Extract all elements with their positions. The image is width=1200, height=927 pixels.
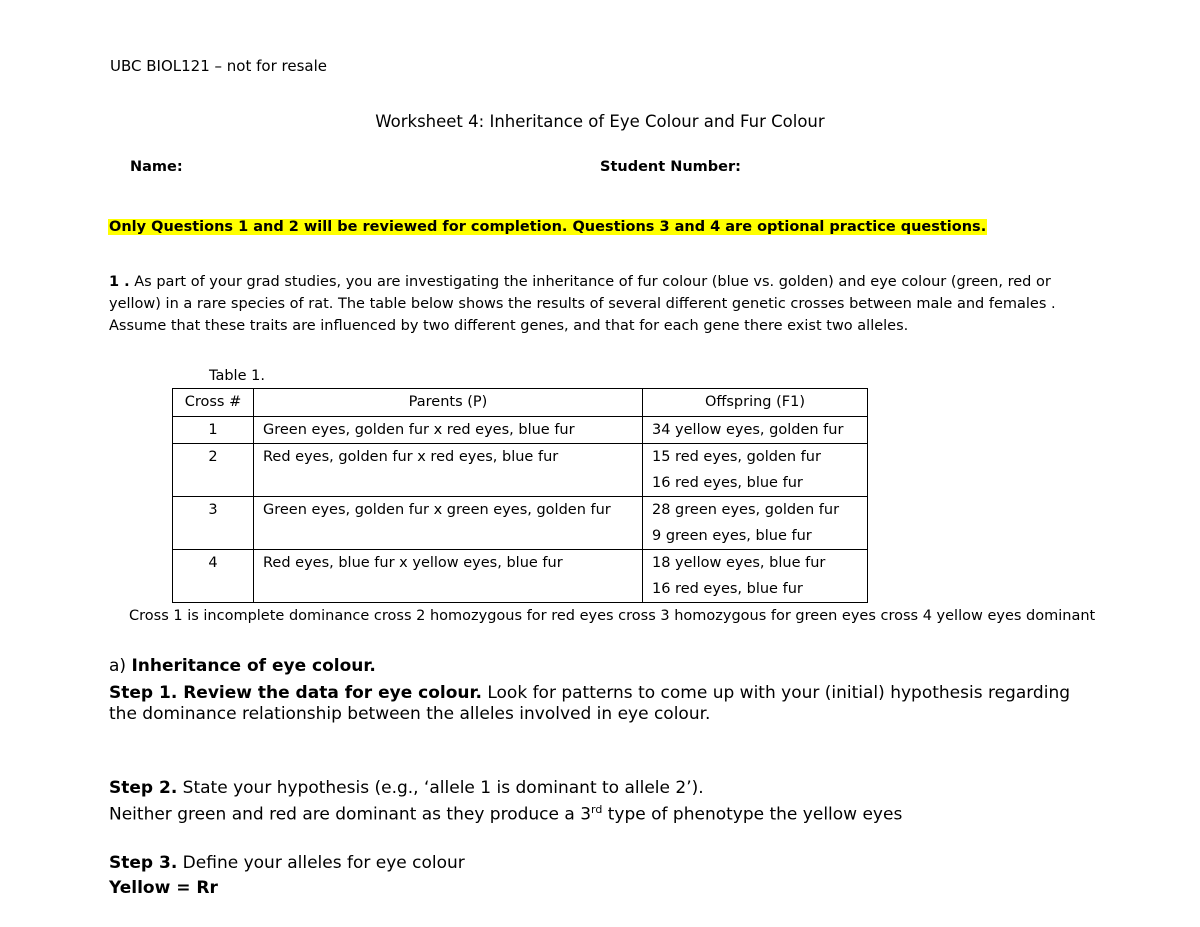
section-a-title: Inheritance of eye colour. xyxy=(131,656,376,676)
step-1 xyxy=(109,683,1089,725)
step-3-text: Define your alleles for eye colour xyxy=(177,853,465,873)
name-label: Name: xyxy=(130,159,183,175)
section-a-heading xyxy=(109,656,376,676)
step-3-answer: Yellow = Rr xyxy=(109,878,218,898)
offspring-line: 9 green eyes, blue fur xyxy=(652,528,812,544)
cross-number: 2 xyxy=(173,444,254,497)
cross-number: 1 xyxy=(173,417,254,444)
header-parents: Parents (P) xyxy=(254,389,643,417)
offspring-line: 28 green eyes, golden fur xyxy=(652,502,840,518)
header-cross: Cross # xyxy=(173,389,254,417)
offspring-cell xyxy=(643,497,868,550)
answer-2-superscript: rd xyxy=(591,803,603,816)
step-3-label: Step 3. xyxy=(109,853,178,873)
parents-cell: Red eyes, golden fur x red eyes, blue fur xyxy=(254,444,643,497)
student-number-label: Student Number: xyxy=(600,159,741,175)
offspring-line: 18 yellow eyes, blue fur xyxy=(652,555,826,571)
step-1-label: Step 1. Review the data for eye colour. xyxy=(109,683,482,703)
offspring-line: 15 red eyes, golden fur xyxy=(652,449,821,465)
table-header-row xyxy=(173,389,868,417)
parents-cell: Green eyes, golden fur x red eyes, blue fur xyxy=(254,417,643,444)
offspring-cell xyxy=(643,417,868,444)
table-row xyxy=(173,550,868,603)
question-1-text: As part of your grad studies, you are investigating the inheritance of fur colour (blue vs. golden) and eye colour (green, red or yellow) in a rare species of rat. The table below shows the results of several different genetic crosses between male and females . Assume that these traits are influenced by two different genes, and that for each gene there exist two alleles. xyxy=(109,274,1056,334)
step-1-text: Look for patterns to come up with your (initial) hypothesis regarding the dominance relationship between the alleles involved in eye colour. xyxy=(109,683,1071,724)
step-3 xyxy=(109,853,465,873)
document-header: UBC BIOL121 – not for resale xyxy=(110,57,327,75)
offspring-cell xyxy=(643,444,868,497)
table-caption: Table 1. xyxy=(209,368,265,384)
question-1-number: 1 . xyxy=(109,274,130,290)
section-a-prefix: a) xyxy=(109,656,132,676)
crosses-table xyxy=(172,388,868,603)
question-1 xyxy=(109,271,1099,337)
answer-note: Cross 1 is incomplete dominance cross 2 homozygous for red eyes cross 3 homozygous for green eyes cross 4 yellow eyes dominant xyxy=(129,608,1096,624)
parents-cell: Green eyes, golden fur x green eyes, golden fur xyxy=(254,497,643,550)
step-2-label: Step 2. xyxy=(109,778,178,798)
completion-notice: Only Questions 1 and 2 will be reviewed for completion. Questions 3 and 4 are optional practice questions. xyxy=(109,219,987,235)
offspring-line: 16 red eyes, blue fur xyxy=(652,581,803,597)
cross-number: 4 xyxy=(173,550,254,603)
table-row xyxy=(173,417,868,444)
cross-number: 3 xyxy=(173,497,254,550)
parents-cell: Red eyes, blue fur x yellow eyes, blue fur xyxy=(254,550,643,603)
worksheet-title: Worksheet 4: Inheritance of Eye Colour and Fur Colour xyxy=(375,112,825,131)
step-2-text: State your hypothesis (e.g., ‘allele 1 is dominant to allele 2’). xyxy=(177,778,704,798)
offspring-cell xyxy=(643,550,868,603)
table-row xyxy=(173,497,868,550)
header-offspring: Offspring (F1) xyxy=(643,389,868,417)
answer-2-before: Neither green and red are dominant as they produce a 3 xyxy=(109,804,592,825)
table-row xyxy=(173,444,868,497)
offspring-line: 34 yellow eyes, golden fur xyxy=(652,422,844,438)
answer-2-after: type of phenotype the yellow eyes xyxy=(602,804,903,825)
step-2-answer xyxy=(109,803,902,825)
offspring-line: 16 red eyes, blue fur xyxy=(652,475,803,491)
step-2 xyxy=(109,778,704,798)
